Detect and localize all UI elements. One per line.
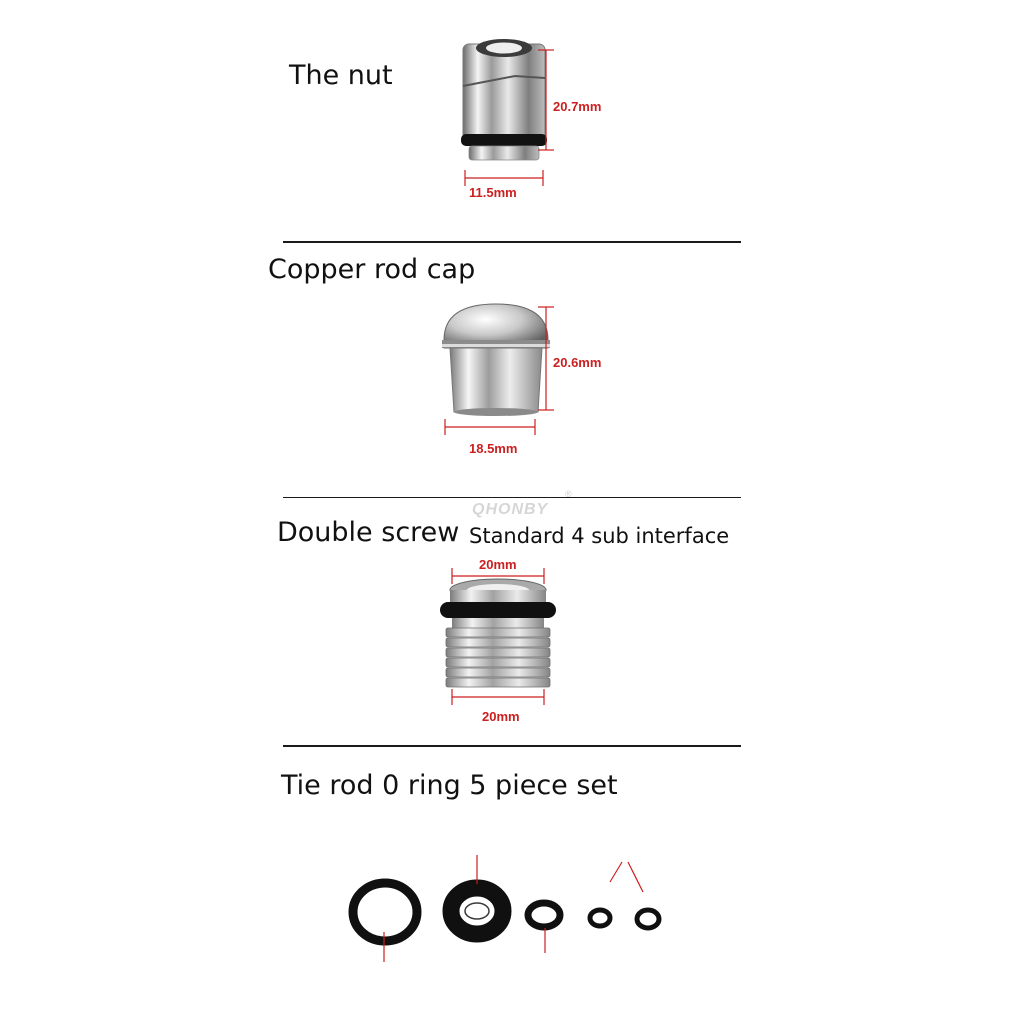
screw-top-width-dimension: 20mm xyxy=(479,557,517,572)
cap-width-dimension: 18.5mm xyxy=(469,441,518,456)
nut-width-dimension: 11.5mm xyxy=(469,185,517,200)
screw-subtitle: Standard 4 sub interface xyxy=(469,524,730,548)
cap-title: Copper rod cap xyxy=(268,254,476,285)
rings-title: Tie rod 0 ring 5 piece set xyxy=(281,770,618,801)
screw-bottom-width-dimension: 20mm xyxy=(482,709,520,724)
cap-height-dimension: 20.6mm xyxy=(553,355,602,370)
screw-title: Double screw xyxy=(277,517,460,548)
watermark: QHONBY xyxy=(472,501,549,518)
nut-height-dimension: 20.7mm xyxy=(553,99,602,114)
watermark-registered-mark: ® xyxy=(565,489,572,499)
nut-title: The nut xyxy=(289,60,393,91)
